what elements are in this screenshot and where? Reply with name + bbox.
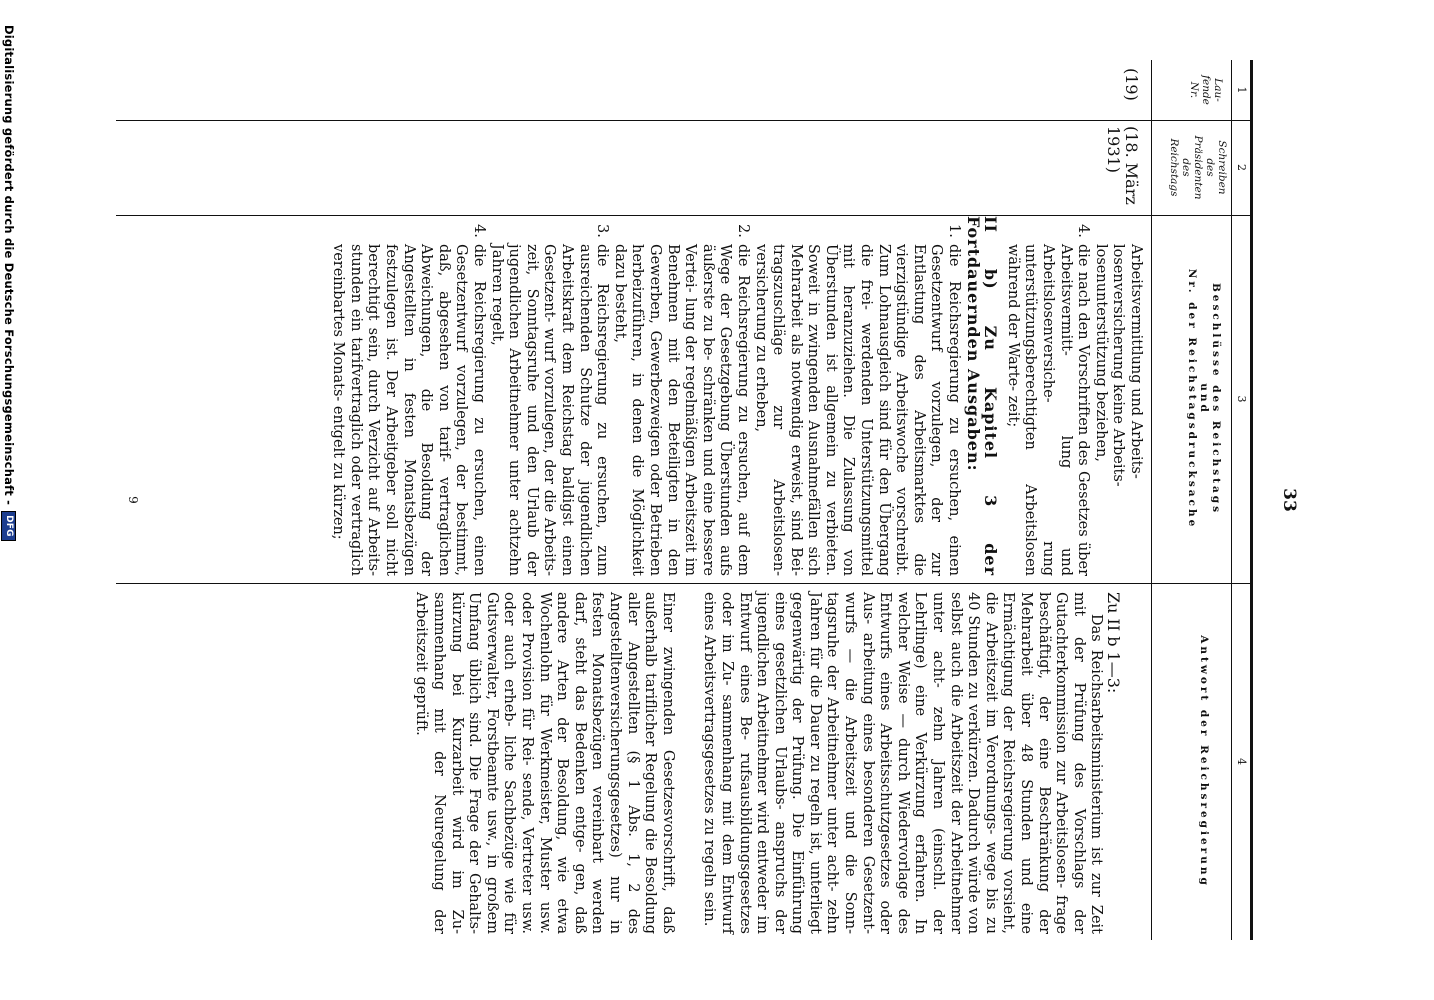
schreiben-date: (18. März 1931) xyxy=(1104,126,1141,205)
item-number: 4. xyxy=(471,224,488,238)
credit-text: Digitalisierung gefördert durch die Deutsche Forschungsgemeinschaft - xyxy=(2,25,16,506)
laufende-nr-value: (19) xyxy=(1122,68,1141,101)
column-divider xyxy=(116,120,1250,121)
column-divider xyxy=(116,215,1250,216)
digitization-credit xyxy=(0,25,18,975)
header-schreiben: Schreiben des Präsidenten des Reichstags xyxy=(1168,135,1228,200)
header-beschluesse-line2: und xyxy=(1198,383,1210,415)
continued-text: Arbeitsvermittlung und Arbeits- losenversicherung keine Arbeits- losenunterstützung beziehen, xyxy=(1092,244,1144,487)
column-divider xyxy=(116,583,1250,584)
column-number-3: 3 xyxy=(1235,395,1248,403)
page-number: 33 xyxy=(1279,488,1299,512)
row-divider xyxy=(1231,60,1232,940)
item-number: 1. xyxy=(946,224,963,238)
item-text: die Reichsregierung zu ersuchen, zum ausreichenden Schutze der jugendlichen Arbeitskraft dem Reichstag baldigst einen Gesetzent- wurf vorzulegen, der die Arbeits- zeit, Sonntagsruhe und den Urlaub der jugendlichen Arbeitnehmer unter achtzehn Jahren regelt, xyxy=(488,244,611,576)
column-number-1: 1 xyxy=(1235,86,1248,94)
dfg-logo: DFG xyxy=(2,511,17,541)
list-item xyxy=(1003,224,1091,576)
item-number: 2. xyxy=(734,224,751,238)
header-beschluesse-line1: Beschlüsse des Reichstags xyxy=(1210,282,1222,516)
list-item xyxy=(329,224,487,576)
row-divider xyxy=(1151,60,1152,940)
item-text: die Reichsregierung zu ersuchen, einen Gesetzentwurf vorzulegen, der zur Entlastung des Arbeitsmarktes die vierzigstündige Arbeitswoche vorschreibt. Zum Lohnausgleich sind für den Übergang die frei- werdenden Unterstützungsmittel mit heranzuziehen. Die Zulassung von Überstunden ist allgemein zu verbieten. Soweit in zwingenden Ausnahmefällen sich Mehrarbeit als notwendig erweist, sind Bei- tragszuschläge zur Arbeitslosen- versicherung zu erheben, xyxy=(752,244,963,576)
list-item xyxy=(610,224,751,576)
antwort-heading: Zu II b 1—3: xyxy=(1104,592,1123,694)
list-item xyxy=(487,224,610,576)
header-laufende-nr: Lau- fende Nr. xyxy=(1188,75,1224,105)
column-number-4: 4 xyxy=(1235,758,1248,765)
header-beschluesse-line3: Nr. der Reichstagsdrucksache xyxy=(1186,268,1198,530)
resolutions-table xyxy=(116,60,1253,940)
header-antwort: Antwort der Reichsregierung xyxy=(1198,635,1210,888)
antwort-paragraph-1: Das Reichsarbeitsministerium ist zur Zeit mit der Prüfung des Vorschlags der Gutachterkommission zur Arbeitslosen- frage beschäftigt, der eine Beschränkung der Mehrarbeit über 48 Stunden und eine Ermächtigung der Reichsregierung vorsieht, die Arbeitszeit im Verordnungs- wege bis zu 40 Stunden zu verkürzen. Dadurch würde von selbst auch die Arbeitszeit der Arbeitnehmer unter acht- zehn Jahren (einschl. der Lehrlinge) eine Verkürzung erfahren. In welcher Weise — durch Wiedervorlage des Entwurfs eines Arbeitsschutzgesetzes oder Aus- arbeitung eines besonderen Gesetzent- wurfs — die Arbeitszeit und die Sonn- tagsruhe der Arbeitnehmer unter acht- zehn Jahren für die Dauer zu regeln ist, unterliegt gegenwärtig der Prüfung. Die Einführung eines gesetzlichen Urlaubs- anspruchs der jugendlichen Arbeitnehmer wird entweder im Entwurf eines Be- rufsausbildungsgesetzes oder im Zu- sammenhang mit dem Entwurf eines Arbeitsvertragsgesetzes zu regeln sein. xyxy=(701,592,1105,934)
footer-mark: 9 xyxy=(126,496,140,504)
section-heading: II b) Zu Kapitel 3 der Fortdauernden Ausgaben: xyxy=(963,216,1001,576)
item-number: 3. xyxy=(594,224,611,238)
item-number: 4. xyxy=(1075,224,1092,238)
item-text: die Reichsregierung zu ersuchen, einen Gesetzentwurf vorzulegen, der bestimmt, daß, abgesehen von tarif- vertraglichen Abweichungen, die Besoldung der Angestellten in festen Monatsbezügen festzulegen ist. Der Arbeitgeber soll nicht berechtigt sein, durch Verzicht auf Arbeits- stunden ein tarifvertraglich oder vertraglich vereinbartes Monats- entgelt zu kürzen; xyxy=(330,244,488,576)
column-number-2: 2 xyxy=(1235,164,1248,171)
item-text: die Reichsregierung zu ersuchen, auf dem Wege der Gesetzgebung Überstunden aufs äußerste zu be- schränken und eine bessere Vertei- lung der regelmäßigen Arbeitszeit im Benehmen mit den Beteiligten in den Gewerben, Gewerbezweigen oder Betrieben herbeizuführen, in denen die Möglichkeit dazu besteht, xyxy=(611,244,751,576)
antwort-paragraph-2: Einer zwingenden Gesetzesvorschrift, daß außerhalb tariflicher Regelung die Besoldung aller Angestellten (§ 1 Abs. 1, 2 des Angestelltenversicherungsgesetzes) nur in festen Monatsbezügen vereinbart werden darf, steht das Bedenken entge- gen, daß andere Arten der Besoldung, wie etwa Wochenlohn für Werkmeister, Muster usw. oder Provision für Rei- sende, Vertreter usw. oder auch erheb- liche Sachbezüge wie für Gutsverwalter, Forstbeamte usw., in großem Umfang üblich sind. Die Frage der Gehalts- kürzung bei Kurzarbeit wird im Zu- sammenhang mit der Neuregelung der Arbeitszeit geprüft. xyxy=(413,592,676,934)
beschluesse-column xyxy=(329,216,1144,576)
item-text: die nach den Vorschriften des Gesetzes über Arbeitsvermitt- lung und Arbeitslosenversiche- rung unterstützungsberechtigten Arbeitslosen während der Warte- zeit; xyxy=(1004,244,1092,576)
scan-sidebar xyxy=(0,0,18,1000)
document-page xyxy=(119,60,1335,940)
antwort-column xyxy=(412,592,1122,934)
list-item xyxy=(751,224,962,576)
header-beschluesse xyxy=(1186,215,1222,583)
